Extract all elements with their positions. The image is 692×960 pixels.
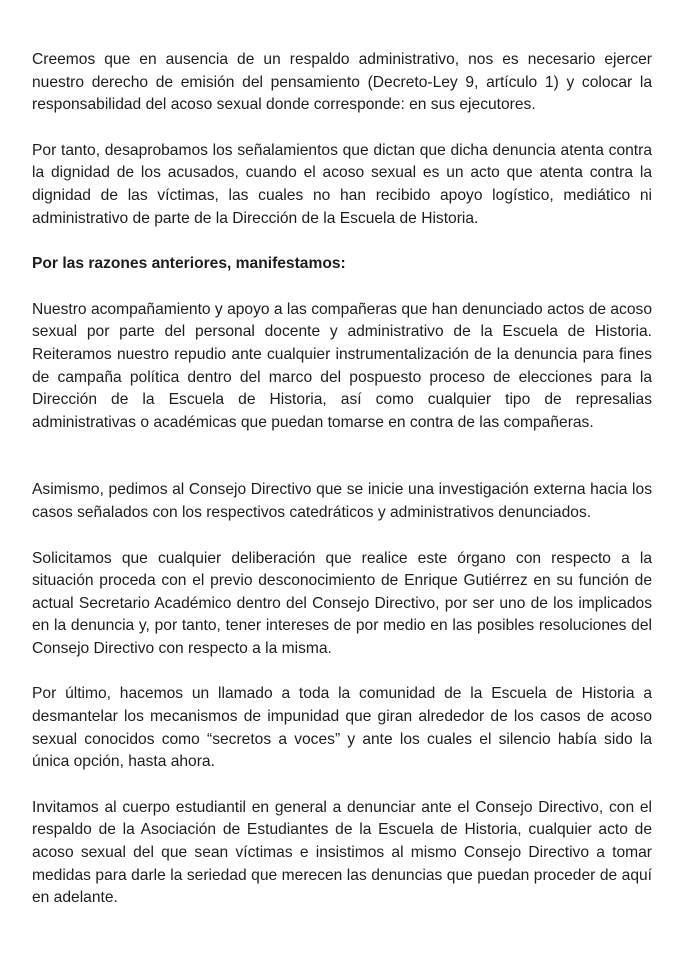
section-heading: Por las razones anteriores, manifestamos: bbox=[32, 255, 346, 273]
paragraph-investigacion: Asimismo, pedimos al Consejo Directivo que se inicie una investigación externa hacia los casos señalados con los respectivos catedráticos y administrativos denunciados. bbox=[32, 481, 652, 521]
paragraph-deliberacion: Solicitamos que cualquier deliberación que realice este órgano con respecto a la situación proceda con el previo desconocimiento de Enrique Gutiérrez en su función de actual Secretario Académico dentro del Consejo Directivo, por ser uno de los implicados en la denuncia y, por tanto, tener intereses de por medio en las posibles resoluciones del Consejo Directivo con respecto a la misma. bbox=[32, 549, 652, 657]
paragraph-desaprobacion: Por tanto, desaprobamos los señalamientos que dictan que dicha denuncia atenta contra la dignidad de los acusados, cuando el acoso sexual es un acto que atenta contra la dignidad de las víctimas, las cuales no han recibido apoyo logístico, mediático ni administrativo de parte de la Dirección de la Escuela de Historia. bbox=[32, 141, 652, 227]
paragraph-invitacion: Invitamos al cuerpo estudiantil en general a denunciar ante el Consejo Directivo, con el respaldo de la Asociación de Estudiantes de la Escuela de Historia, cualquier acto de acoso sexual del que sean víctimas e insistimos al mismo Consejo Directivo a tomar medidas para darle la seriedad que merecen las denuncias que puedan proceder de aquí en adelante. bbox=[32, 798, 652, 907]
paragraph-emision-pensamiento: Creemos que en ausencia de un respaldo administrativo, nos es necesario ejercer nuestro derecho de emisión del pensamiento (Decreto-Ley 9, artículo 1) y colocar la responsabilidad del acoso sexual donde corresponde: en sus ejecutores. bbox=[32, 51, 652, 114]
paragraph-llamado: Por último, hacemos un llamado a toda la comunidad de la Escuela de Historia a desmantelar los mecanismos de impunidad que giran alrededor de los casos de acoso sexual conocidos como “secretos a voces” y ante los cuales el silencio había sido la única opción, hasta ahora. bbox=[32, 685, 652, 771]
document-body bbox=[32, 49, 652, 910]
paragraph-acompanamiento: Nuestro acompañamiento y apoyo a las compañeras que han denunciado actos de acoso sexual por parte del personal docente y administrativo de la Escuela de Historia. Reiteramos nuestro repudio ante cualquier instrumentalización de la denuncia para fines de campaña política dentro del marco del pospuesto proceso de elecciones para la Dirección de la Escuela de Historia, así como cualquier tipo de represalias administrativas o académicas que puedan tomarse en contra de las compañeras. bbox=[32, 300, 652, 431]
